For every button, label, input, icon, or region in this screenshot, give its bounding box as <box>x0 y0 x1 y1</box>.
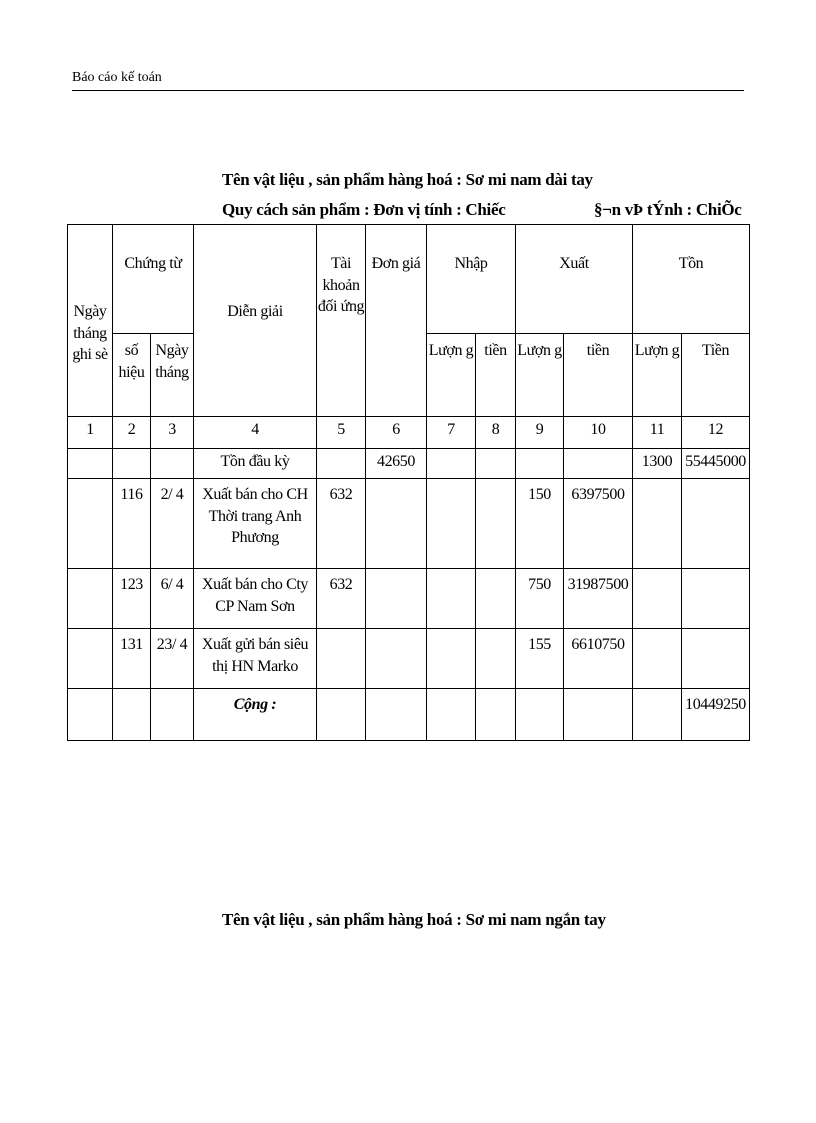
header-unit-price: Đơn giá <box>366 225 427 417</box>
voucher-date: 2/ 4 <box>151 479 194 569</box>
column-number: 6 <box>366 417 427 449</box>
row-account: 632 <box>317 479 366 569</box>
inventory-ledger-table <box>67 224 750 741</box>
product-unit-garbled: §¬n vÞ tÝnh : ChiÕc <box>594 200 742 219</box>
opening-stock-qty: 1300 <box>633 449 682 479</box>
header-row-top <box>68 225 750 334</box>
product-title-long-sleeve: Tên vật liệu , sản phẩm hàng hoá : Sơ mi nam dài tay <box>222 170 593 189</box>
header-stock-qty: Lượn g <box>633 334 682 417</box>
column-number: 9 <box>516 417 564 449</box>
column-number: 4 <box>194 417 317 449</box>
table-row <box>68 569 750 629</box>
row-description: Xuất bán cho CH Thời trang Anh Phương <box>194 479 317 569</box>
header-export-money: tiền <box>564 334 633 417</box>
column-number-row <box>68 417 750 449</box>
table-row <box>68 629 750 689</box>
header-stock: Tồn <box>633 225 750 334</box>
column-number: 12 <box>682 417 750 449</box>
header-import: Nhập <box>427 225 516 334</box>
total-stock-amount: 10449250 <box>682 689 750 741</box>
row-description: Xuất gửi bán siêu thị HN Marko <box>194 629 317 689</box>
header-voucher-no: số hiệu <box>113 334 151 417</box>
page-header: Báo cáo kế toán <box>72 70 744 91</box>
export-amount: 6610750 <box>564 629 633 689</box>
header-description: Diễn giải <box>194 225 317 417</box>
voucher-no: 131 <box>113 629 151 689</box>
column-number: 5 <box>317 417 366 449</box>
opening-balance-row <box>68 449 750 479</box>
voucher-no: 123 <box>113 569 151 629</box>
export-amount: 6397500 <box>564 479 633 569</box>
row-description: Xuất bán cho Cty CP Nam Sơn <box>194 569 317 629</box>
row-account <box>317 629 366 689</box>
product-title-short-sleeve: Tên vật liệu , sản phẩm hàng hoá : Sơ mi nam ngắn tay <box>222 910 606 929</box>
opening-stock-amount: 55445000 <box>682 449 750 479</box>
row-account: 632 <box>317 569 366 629</box>
column-number: 1 <box>68 417 113 449</box>
export-amount: 31987500 <box>564 569 633 629</box>
export-qty: 150 <box>516 479 564 569</box>
header-stock-money: Tiền <box>682 334 750 417</box>
export-qty: 750 <box>516 569 564 629</box>
opening-unit-price: 42650 <box>366 449 427 479</box>
column-number: 7 <box>427 417 476 449</box>
header-voucher-date: Ngày tháng <box>151 334 194 417</box>
header-voucher: Chứng từ <box>113 225 194 334</box>
header-export: Xuất <box>516 225 633 334</box>
header-import-qty: Lượn g <box>427 334 476 417</box>
total-row <box>68 689 750 741</box>
column-number: 3 <box>151 417 194 449</box>
column-number: 10 <box>564 417 633 449</box>
opening-description: Tồn đầu kỳ <box>194 449 317 479</box>
column-number: 2 <box>113 417 151 449</box>
column-number: 11 <box>633 417 682 449</box>
total-label: Cộng : <box>194 689 317 741</box>
header-account: Tài khoản đối ứng <box>317 225 366 417</box>
table-row <box>68 479 750 569</box>
voucher-date: 23/ 4 <box>151 629 194 689</box>
header-export-qty: Lượn g <box>516 334 564 417</box>
header-date: Ngày tháng ghi sè <box>68 225 113 417</box>
column-number: 8 <box>476 417 516 449</box>
header-import-money: tiền <box>476 334 516 417</box>
export-qty: 155 <box>516 629 564 689</box>
product-spec: Quy cách sản phẩm : Đơn vị tính : Chiếc <box>222 200 506 219</box>
voucher-no: 116 <box>113 479 151 569</box>
voucher-date: 6/ 4 <box>151 569 194 629</box>
